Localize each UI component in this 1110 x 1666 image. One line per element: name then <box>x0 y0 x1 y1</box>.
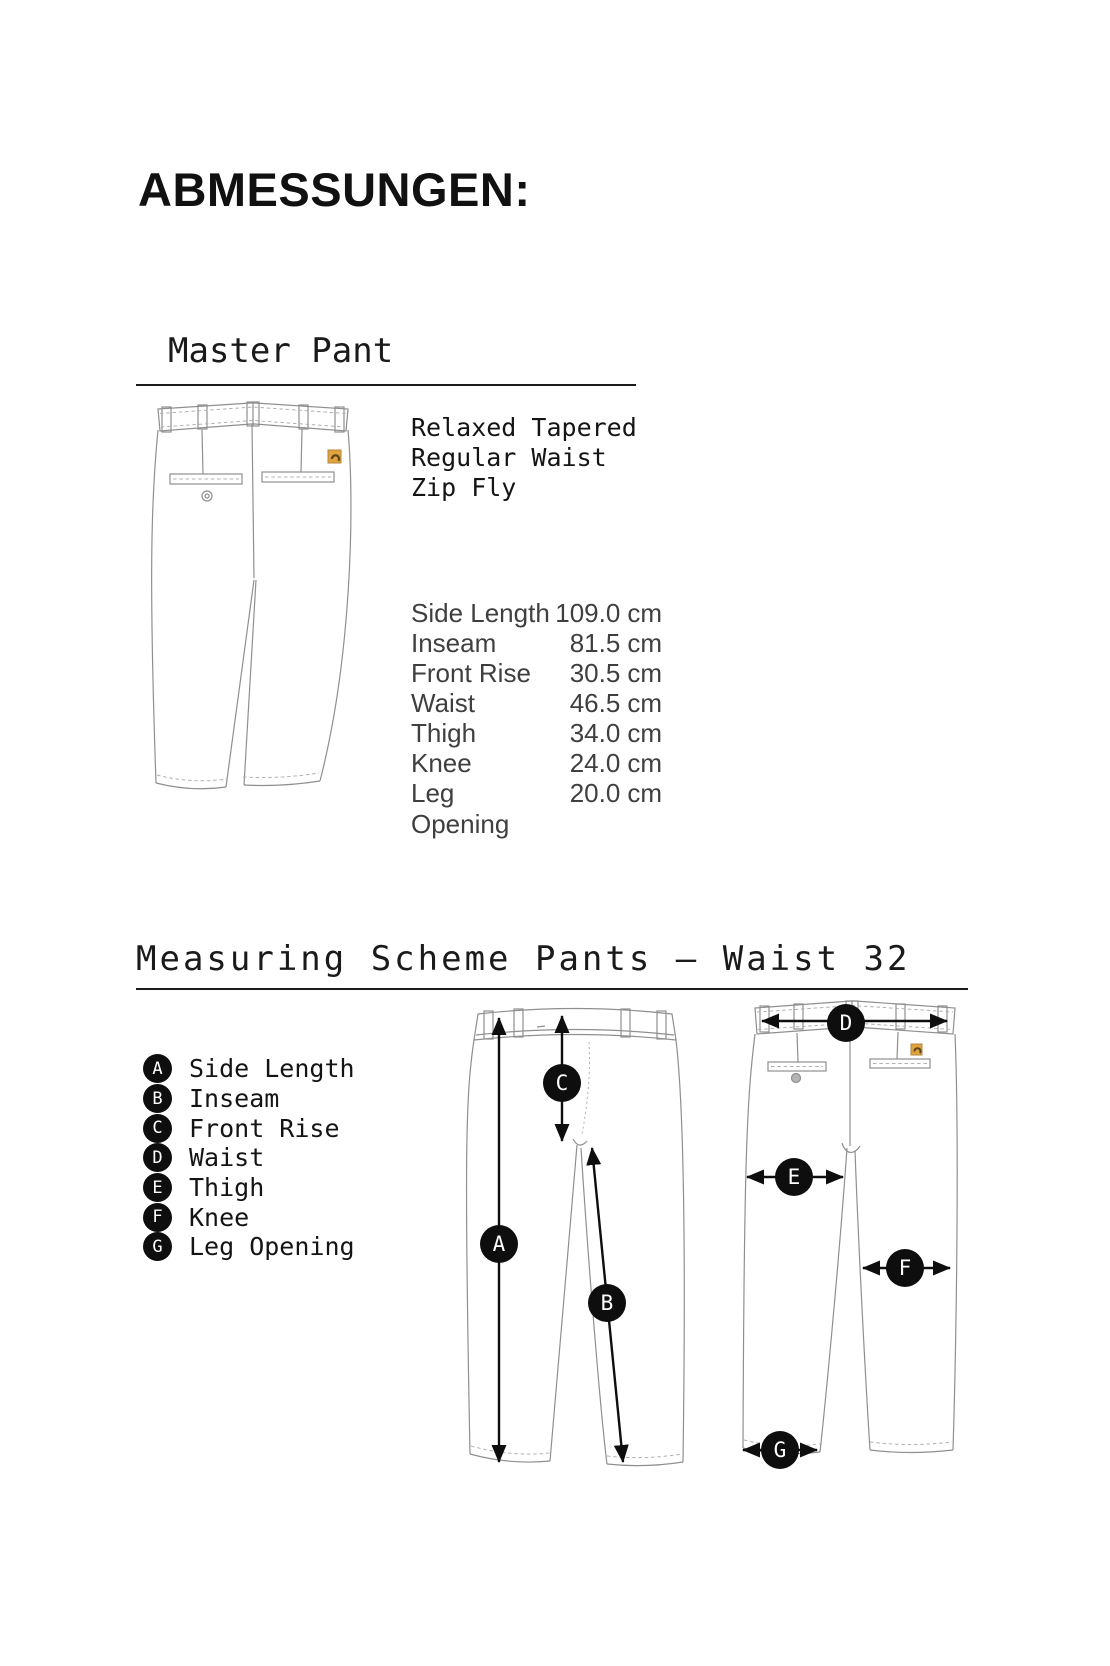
product-divider <box>136 384 636 386</box>
fit-detail-line: Relaxed Tapered <box>411 413 637 442</box>
marker-g-badge <box>761 1431 799 1469</box>
measuring-arrows-back <box>743 1021 950 1450</box>
measurement-value: 24.0 <box>569 748 621 778</box>
pants-back-outline <box>743 1001 957 1454</box>
measurement-value: 81.5 <box>569 628 621 658</box>
legend-label: Waist <box>189 1143 265 1173</box>
measurement-value: 20.0 <box>569 778 621 808</box>
marker-c-badge <box>543 1064 581 1102</box>
legend-item <box>143 1232 355 1262</box>
scheme-heading: Measuring Scheme Pants – Waist 32 <box>136 939 911 979</box>
svg-text:C: C <box>555 1071 569 1095</box>
fit-detail-line: Zip Fly <box>411 473 517 502</box>
measurement-row <box>411 598 662 628</box>
measurement-label: Knee <box>411 748 472 778</box>
measurement-unit: cm <box>627 748 662 778</box>
legend-item <box>143 1202 355 1232</box>
measurement-value: 30.5 <box>569 658 621 688</box>
carhartt-label-icon <box>911 1044 922 1055</box>
measurement-unit: cm <box>627 598 662 628</box>
measurement-row <box>411 628 662 658</box>
measurement-value: 34.0 <box>569 718 621 748</box>
legend-item <box>143 1113 355 1143</box>
legend-item <box>143 1173 355 1203</box>
measurement-label: Front Rise <box>411 658 531 688</box>
svg-text:E: E <box>787 1165 801 1189</box>
legend-item <box>143 1054 355 1084</box>
marker-b-badge <box>588 1284 626 1322</box>
svg-text:A: A <box>492 1232 506 1256</box>
marker-d-badge <box>827 1004 865 1042</box>
measurement-unit: cm <box>627 628 662 658</box>
measurement-label: Side Length <box>411 598 550 628</box>
legend-label: Side Length <box>189 1054 355 1084</box>
svg-text:G: G <box>773 1438 787 1462</box>
measurement-value: 46.5 <box>569 688 621 718</box>
measurement-row <box>411 658 662 688</box>
product-name: Master Pant <box>168 331 394 371</box>
pants-front-measuring-diagram <box>440 998 690 1474</box>
stitching-lines <box>157 407 346 781</box>
carhartt-label-icon <box>328 450 341 463</box>
legend-label: Thigh <box>189 1173 265 1203</box>
measurement-unit: cm <box>627 778 662 808</box>
legend-label: Front Rise <box>189 1113 340 1143</box>
measurement-label: Waist <box>411 688 476 718</box>
marker-e-badge <box>775 1158 813 1196</box>
legend-item <box>143 1143 355 1173</box>
pants-outline <box>152 402 351 789</box>
measurements-table <box>411 598 662 839</box>
fit-details <box>411 413 637 503</box>
legend-key-badge: A <box>143 1054 172 1083</box>
scheme-divider <box>136 988 968 990</box>
measurement-row <box>411 778 662 839</box>
legend-key-badge: B <box>143 1084 172 1113</box>
legend-label: Leg Opening <box>189 1232 355 1262</box>
pants-back-technical-drawing <box>148 400 358 790</box>
measurement-legend <box>143 1054 355 1262</box>
svg-text:D: D <box>839 1011 853 1035</box>
measurement-label: Leg Opening <box>411 778 510 839</box>
legend-key-badge: G <box>143 1232 172 1261</box>
measurement-row <box>411 688 662 718</box>
pants-back-measuring-diagram <box>740 998 962 1474</box>
measurement-row <box>411 718 662 748</box>
fit-detail-line: Regular Waist <box>411 443 607 472</box>
legend-label: Knee <box>189 1202 250 1232</box>
svg-text:F: F <box>898 1256 912 1280</box>
measurement-unit: cm <box>627 688 662 718</box>
legend-key-badge: D <box>143 1143 172 1172</box>
measurement-label: Inseam <box>411 628 497 658</box>
page-title: ABMESSUNGEN: <box>138 163 531 216</box>
legend-item <box>143 1084 355 1114</box>
measurement-unit: cm <box>627 658 662 688</box>
measurement-label: Thigh <box>411 718 477 748</box>
measurement-unit: cm <box>627 718 662 748</box>
svg-text:B: B <box>600 1291 614 1315</box>
marker-f-badge <box>886 1249 924 1287</box>
measurement-row <box>411 748 662 778</box>
legend-key-badge: C <box>143 1114 172 1143</box>
legend-key-badge: E <box>143 1173 172 1202</box>
measurement-value: 109.0 <box>555 598 621 628</box>
legend-label: Inseam <box>189 1084 280 1114</box>
legend-key-badge: F <box>143 1203 172 1232</box>
marker-a-badge <box>480 1225 518 1263</box>
